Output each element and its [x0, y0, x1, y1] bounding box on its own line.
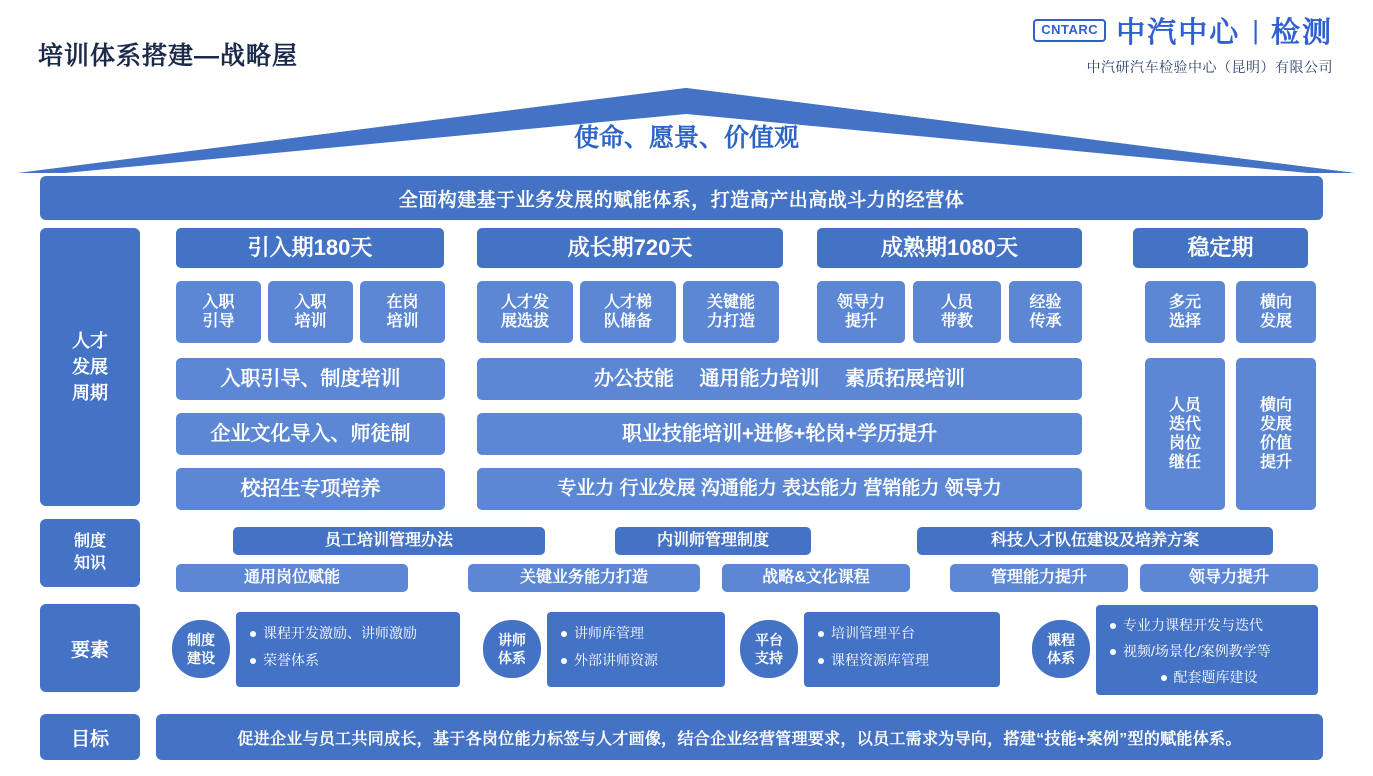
- activity-box-3: [477, 281, 573, 343]
- bullet-icon: [561, 631, 567, 637]
- stable-stage-box-0-line4: 继任: [1168, 454, 1201, 472]
- bullet-icon: [1110, 649, 1116, 655]
- factor-group-3-name-line1: 课程: [1047, 631, 1075, 648]
- institution-policy-0: 员工培训管理办法: [233, 527, 545, 555]
- factor-group-2-badge: [740, 620, 798, 678]
- factor-group-3-item-1: 视频/场景化/案例教学等: [1123, 642, 1271, 659]
- activity-box-10-line2: 发展: [1259, 313, 1292, 330]
- bullet-icon: [250, 658, 256, 664]
- stable-stage-box-1-line1: 横向: [1259, 396, 1292, 414]
- roof-text: 使命、愿景、价值观: [573, 124, 799, 152]
- activity-box-3-line2: 展选拔: [500, 313, 549, 330]
- lifecycle-row-2-col-1: 校招生专项培养: [176, 468, 445, 510]
- bullet-icon: [818, 631, 824, 637]
- stable-stage-box-0-line1: 人员: [1168, 396, 1201, 414]
- lifecycle-row-1-col-1: 企业文化导入、师徒制: [176, 413, 445, 455]
- brand-block: [1033, 10, 1333, 77]
- bullet-icon: [1161, 675, 1167, 681]
- stage-header-3: 稳定期: [1133, 228, 1308, 268]
- factor-group-3-name-line2: 体系: [1047, 650, 1075, 666]
- activity-box-9-line2: 选择: [1168, 313, 1201, 330]
- institution-label-line-2: 知识: [73, 555, 106, 572]
- goal-statement: 促进企业与员工共同成长，基于各岗位能力标签与人才画像，结合企业经营管理要求，以员工需求为导向，搭建“技能+案例”型的赋能体系。: [156, 714, 1323, 760]
- activity-box-2-line2: 培训: [386, 313, 419, 330]
- factors-label: 要素: [40, 604, 140, 692]
- activity-box-8-line2: 传承: [1029, 313, 1062, 330]
- brand-subtitle: 检测: [1270, 17, 1333, 49]
- activity-box-5-line2: 力打造: [706, 313, 755, 330]
- activity-box-9: [1145, 281, 1225, 343]
- activity-box-10-line1: 横向: [1259, 293, 1292, 311]
- institution-course-0: 通用岗位赋能: [176, 564, 408, 592]
- stable-stage-box-1-line4: 提升: [1259, 454, 1292, 472]
- activity-box-10: [1236, 281, 1316, 343]
- activity-box-5-line1: 关键能: [706, 293, 755, 311]
- brand-divider: |: [1252, 15, 1259, 45]
- factor-group-1-name-line2: 体系: [498, 650, 526, 666]
- stage-header-2: 成熟期1080天: [817, 228, 1082, 268]
- activity-box-0: [176, 281, 261, 343]
- factor-group-0-items: [236, 612, 460, 687]
- institution-course-2: 战略&文化课程: [722, 564, 910, 592]
- header: [0, 0, 1373, 88]
- stable-stage-box-1-line2: 发展: [1259, 415, 1292, 433]
- activity-box-4-line2: 队储备: [603, 313, 652, 330]
- goal-label: 目标: [40, 714, 140, 760]
- brand-company: 中汽研汽车检验中心（昆明）有限公司: [1086, 59, 1333, 75]
- activity-box-5: [683, 281, 779, 343]
- institution-policy-2: 科技人才队伍建设及培养方案: [917, 527, 1273, 555]
- activity-box-7-line2: 带教: [940, 313, 973, 330]
- factor-group-3-badge: [1032, 620, 1090, 678]
- activity-box-1-line1: 入职: [294, 293, 327, 311]
- bullet-icon: [561, 658, 567, 664]
- lifecycle-label: [40, 228, 140, 506]
- factor-group-3-item-2: 配套题库建设: [1173, 668, 1258, 685]
- factor-group-1-item-1: 外部讲师资源: [574, 651, 658, 668]
- activity-box-6-line1: 领导力: [836, 293, 885, 311]
- lifecycle-label-line-2: 发展: [72, 356, 108, 377]
- page-title: 培训体系搭建—战略屋: [38, 42, 299, 70]
- factor-group-0-name-line2: 建设: [187, 650, 215, 666]
- institution-policy-1: 内训师管理制度: [615, 527, 811, 555]
- company-logo-icon: CNTARC: [1033, 19, 1106, 41]
- institution-label: [40, 519, 140, 587]
- factor-group-2-items: [804, 612, 1000, 687]
- roof-shape: [18, 88, 1355, 173]
- bullet-icon: [818, 658, 824, 664]
- stable-stage-box-1: [1236, 358, 1316, 510]
- factor-group-0-name-line1: 制度: [187, 631, 215, 648]
- lifecycle-label-line-3: 周期: [72, 383, 108, 404]
- activity-box-9-line1: 多元: [1168, 293, 1201, 311]
- institution-course-3: 管理能力提升: [950, 564, 1128, 592]
- factor-group-0-item-1: 荣誉体系: [263, 651, 319, 668]
- activity-box-6: [817, 281, 905, 343]
- activity-box-7-line1: 人员: [940, 293, 973, 311]
- factor-group-2-name-line1: 平台: [755, 631, 783, 648]
- factor-group-3-item-0: 专业力课程开发与迭代: [1123, 617, 1263, 633]
- stable-stage-box-0: [1145, 358, 1225, 510]
- activity-box-8-line1: 经验: [1029, 293, 1062, 311]
- factor-group-1-item-0: 讲师库管理: [574, 625, 644, 641]
- factor-group-1-name-line1: 讲师: [498, 631, 526, 648]
- lifecycle-row-2-col-2: 专业力 行业发展 沟通能力 表达能力 营销能力 领导力: [477, 468, 1082, 510]
- bullet-icon: [250, 631, 256, 637]
- vision-statement-bar: 全面构建基于业务发展的赋能体系，打造高产出高战斗力的经营体: [40, 176, 1323, 220]
- activity-box-4-line1: 人才梯: [603, 293, 652, 311]
- factor-group-2-item-0: 培训管理平台: [831, 625, 915, 641]
- activity-box-6-line2: 提升: [844, 313, 877, 330]
- factor-group-2-item-1: 课程资源库管理: [831, 651, 929, 668]
- factor-group-1-items: [547, 612, 725, 687]
- lifecycle-label-line-1: 人才: [72, 330, 108, 351]
- activity-box-4: [580, 281, 676, 343]
- lifecycle-row-0-col-1: 入职引导、制度培训: [176, 358, 445, 400]
- lifecycle-row-0-col-2: 办公技能 通用能力培训 素质拓展培训: [477, 358, 1082, 400]
- activity-box-7: [913, 281, 1001, 343]
- factor-group-2-name-line2: 支持: [755, 650, 783, 666]
- bullet-icon: [1110, 623, 1116, 629]
- activity-box-3-line1: 人才发: [500, 293, 549, 311]
- activity-box-0-line1: 入职: [202, 293, 235, 311]
- activity-box-8: [1009, 281, 1082, 343]
- stable-stage-box-0-line2: 迭代: [1168, 415, 1201, 433]
- institution-course-4: 领导力提升: [1140, 564, 1318, 592]
- stage-header-1: 成长期720天: [477, 228, 783, 268]
- institution-label-line-1: 制度: [73, 532, 106, 550]
- activity-box-1: [268, 281, 353, 343]
- factor-group-0-badge: [172, 620, 230, 678]
- activity-box-2-line1: 在岗: [386, 293, 419, 311]
- activity-box-1-line2: 培训: [294, 313, 327, 330]
- stage-header-0: 引入期180天: [176, 228, 444, 268]
- activity-box-2: [360, 281, 445, 343]
- factor-group-0-item-0: 课程开发激励、讲师激励: [263, 625, 417, 641]
- institution-course-1: 关键业务能力打造: [468, 564, 700, 592]
- factor-group-3-items: [1096, 605, 1318, 695]
- stable-stage-box-0-line3: 岗位: [1168, 435, 1201, 452]
- stable-stage-box-1-line3: 价值: [1259, 435, 1292, 452]
- factor-group-1-badge: [483, 620, 541, 678]
- brand-name: 中汽中心: [1116, 17, 1241, 49]
- lifecycle-row-1-col-2: 职业技能培训+进修+轮岗+学历提升: [477, 413, 1082, 455]
- activity-box-0-line2: 引导: [202, 313, 235, 330]
